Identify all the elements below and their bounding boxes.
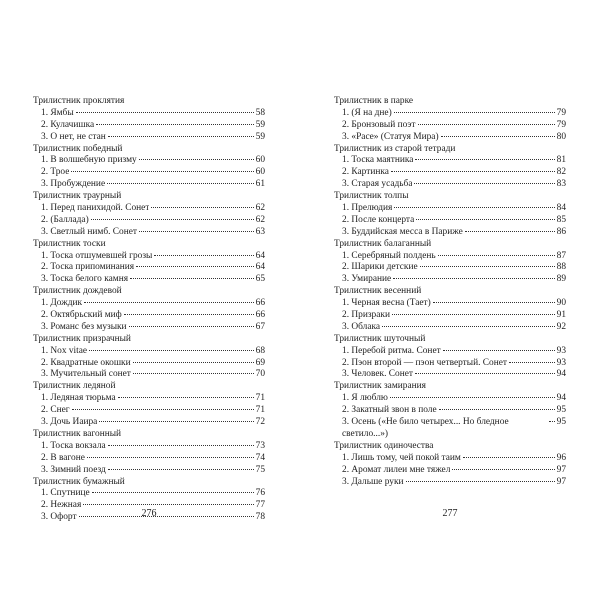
entry-title: 1. Тоска вокзала	[41, 440, 106, 451]
toc-entry	[33, 441, 265, 453]
toc-entry	[334, 322, 566, 334]
entry-page-number: 94	[556, 393, 566, 404]
entry-page-number: 88	[556, 262, 566, 273]
dot-leader	[108, 136, 254, 137]
entry-page-number: 64	[255, 250, 265, 261]
toc-entry	[33, 322, 265, 334]
dot-leader	[452, 469, 554, 470]
entry-title: 3. Дочь Иаира	[41, 417, 98, 428]
toc-section	[33, 429, 265, 477]
entry-page-number: 64	[255, 262, 265, 273]
entry-title: 3. Старая усадьба	[342, 179, 413, 190]
section-title: Трилистник призрачный	[33, 333, 131, 344]
dot-leader	[92, 492, 254, 493]
entry-page-number: 97	[556, 476, 566, 487]
section-title: Трилистник траурный	[33, 191, 122, 202]
dot-leader	[151, 207, 253, 208]
toc-entry	[334, 453, 566, 465]
toc-entry	[334, 203, 566, 215]
section-title: Трилистник ледяной	[33, 381, 116, 392]
toc-section	[334, 381, 566, 440]
dot-leader	[133, 362, 254, 363]
entry-page-number: 59	[255, 131, 265, 142]
entry-page-number: 66	[255, 310, 265, 321]
entry-page-number: 62	[255, 203, 265, 214]
section-title: Трилистник шуточный	[334, 333, 426, 344]
dot-leader	[107, 183, 254, 184]
entry-title: 1. Перебой ритма. Сонет	[342, 345, 441, 356]
dot-leader	[394, 112, 555, 113]
entry-page-number: 89	[556, 274, 566, 285]
entry-page-number: 67	[255, 321, 265, 332]
dot-leader	[139, 159, 254, 160]
entry-title: 3. Зимний поезд	[41, 464, 106, 475]
entry-title: 3. О нет, не стан	[41, 131, 106, 142]
entry-title: 2. Аромат лилеи мне тяжел	[342, 464, 451, 475]
entry-page-number: 94	[556, 369, 566, 380]
toc-section	[334, 239, 566, 287]
toc-list	[33, 96, 265, 524]
entry-page-number: 78	[255, 512, 265, 523]
left-page-number: 276	[141, 508, 157, 519]
toc-entry	[334, 369, 566, 381]
entry-title: 3. Романс без музыки	[41, 321, 127, 332]
entry-page-number: 71	[255, 393, 265, 404]
toc-entry	[334, 393, 566, 405]
toc-section	[33, 239, 265, 287]
toc-entry	[334, 310, 566, 322]
dot-leader	[108, 469, 254, 470]
entry-page-number: 71	[255, 405, 265, 416]
toc-entry	[334, 405, 566, 417]
toc-entry	[33, 274, 265, 286]
dot-leader	[438, 255, 555, 256]
toc-entry	[33, 417, 265, 429]
entry-page-number: 65	[255, 274, 265, 285]
toc-entry	[33, 108, 265, 120]
entry-page-number: 86	[556, 226, 566, 237]
toc-entry	[33, 203, 265, 215]
entry-title: 2. (Баллада)	[41, 214, 89, 225]
entry-page-number: 95	[556, 417, 566, 428]
entry-title: 2. Тоска припоминания	[41, 262, 135, 273]
entry-page-number: 69	[255, 357, 265, 368]
toc-entry	[334, 179, 566, 191]
entry-title: 3. Дальше руки	[342, 476, 404, 487]
dot-leader	[415, 373, 555, 374]
entry-title: 1. (Я на дне)	[342, 107, 392, 118]
entry-title: 3. Буддийская месса в Париже	[342, 226, 463, 237]
entry-title: 3. Тоска белого камня	[41, 274, 129, 285]
entry-page-number: 90	[556, 298, 566, 309]
section-title: Трилистник в парке	[334, 96, 414, 106]
dot-leader	[393, 278, 554, 279]
entry-page-number: 93	[556, 345, 566, 356]
entry-title: 2. Картинка	[342, 167, 389, 178]
toc-section	[334, 334, 566, 382]
toc-entry	[334, 227, 566, 239]
dot-leader	[394, 207, 554, 208]
entry-page-number: 81	[556, 155, 566, 166]
toc-entry	[33, 167, 265, 179]
entry-title: 2. Нежная	[41, 500, 82, 511]
entry-page-number: 75	[255, 464, 265, 475]
toc-entry	[334, 298, 566, 310]
entry-title: 2. Бронзовый поэт	[342, 119, 416, 130]
dot-leader	[91, 219, 254, 220]
entry-title: 2. После концерта	[342, 214, 415, 225]
entry-title: 1. В волшебную призму	[41, 155, 137, 166]
entry-title: 3. Пробуждение	[41, 179, 106, 190]
entry-title: 1. Ямбы	[41, 107, 74, 118]
section-title: Трилистник тоски	[33, 238, 106, 249]
dot-leader	[392, 314, 555, 315]
toc-section	[33, 286, 265, 334]
toc-list	[334, 96, 566, 488]
toc-entry	[334, 465, 566, 477]
entry-page-number: 80	[556, 131, 566, 142]
toc-section	[33, 381, 265, 429]
dot-leader	[549, 421, 555, 422]
dot-leader	[139, 231, 254, 232]
dot-leader	[443, 350, 555, 351]
toc-section	[334, 191, 566, 239]
dot-leader	[89, 350, 254, 351]
dot-leader	[463, 457, 555, 458]
dot-leader	[441, 136, 555, 137]
toc-section	[33, 191, 265, 239]
toc-section	[33, 334, 265, 382]
entry-title: 1. Прелюдия	[342, 203, 393, 214]
entry-page-number: 70	[255, 369, 265, 380]
toc-entry	[334, 215, 566, 227]
entry-page-number: 58	[255, 107, 265, 118]
entry-title: 1. Дождик	[41, 298, 83, 309]
toc-entry	[33, 405, 265, 417]
entry-title: 1. Серебряный полдень	[342, 250, 436, 261]
toc-entry	[33, 262, 265, 274]
right-page	[334, 96, 566, 488]
toc-entry	[33, 120, 265, 132]
entry-title: 2. Трое	[41, 167, 70, 178]
entry-page-number: 91	[556, 310, 566, 321]
entry-title: 2. Квадратные окошки	[41, 357, 131, 368]
entry-page-number: 77	[255, 500, 265, 511]
entry-title: 1. Черная весна (Тает)	[342, 298, 431, 309]
entry-page-number: 68	[255, 345, 265, 356]
entry-page-number: 82	[556, 167, 566, 178]
entry-page-number: 60	[255, 155, 265, 166]
dot-leader	[390, 397, 555, 398]
dot-leader	[108, 445, 254, 446]
dot-leader	[99, 421, 253, 422]
toc-entry	[334, 417, 566, 441]
toc-entry	[334, 167, 566, 179]
section-title: Трилистник балаганный	[334, 238, 432, 249]
dot-leader	[465, 231, 555, 232]
dot-leader	[509, 362, 555, 363]
entry-page-number: 74	[255, 452, 265, 463]
entry-page-number: 93	[556, 357, 566, 368]
dot-leader	[72, 409, 254, 410]
entry-title: 1. Перед панихидой. Сонет	[41, 203, 150, 214]
section-title: Трилистник дождевой	[33, 286, 122, 297]
section-title: Трилистник проклятия	[33, 96, 125, 106]
toc-section	[33, 144, 265, 192]
entry-title: 2. Закатный звон в поле	[342, 405, 437, 416]
entry-title: 3. Светлый нимб. Сонет	[41, 226, 138, 237]
entry-page-number: 59	[255, 119, 265, 130]
dot-leader	[406, 481, 555, 482]
toc-entry	[334, 108, 566, 120]
entry-page-number: 60	[255, 167, 265, 178]
dot-leader	[84, 302, 254, 303]
entry-title: 2. Кулачишка	[41, 119, 95, 130]
entry-page-number: 76	[255, 488, 265, 499]
dot-leader	[416, 219, 554, 220]
toc-entry	[334, 155, 566, 167]
entry-title: 2. Снег	[41, 405, 70, 416]
dot-leader	[382, 326, 555, 327]
entry-page-number: 66	[255, 298, 265, 309]
entry-title: 2. Октябрьский миф	[41, 310, 122, 321]
dot-leader	[83, 504, 253, 505]
section-title: Трилистник весенний	[334, 286, 422, 297]
dot-leader	[124, 314, 254, 315]
dot-leader	[129, 326, 254, 327]
toc-entry	[33, 251, 265, 263]
dot-leader	[391, 171, 555, 172]
toc-entry	[334, 262, 566, 274]
entry-page-number: 79	[556, 107, 566, 118]
dot-leader	[87, 457, 254, 458]
toc-entry	[33, 358, 265, 370]
toc-entry	[334, 358, 566, 370]
toc-entry	[33, 155, 265, 167]
entry-page-number: 62	[255, 214, 265, 225]
dot-leader	[136, 266, 254, 267]
entry-page-number: 79	[556, 119, 566, 130]
entry-page-number: 73	[255, 440, 265, 451]
toc-entry	[33, 346, 265, 358]
section-title: Трилистник бумажный	[33, 476, 125, 487]
dot-leader	[418, 124, 555, 125]
entry-title: 3. Мучительный сонет	[41, 369, 131, 380]
entry-title: 1. Спутнице	[41, 488, 90, 499]
entry-title: 1. Лишь тому, чей покой таим	[342, 452, 461, 463]
entry-page-number: 72	[255, 417, 265, 428]
entry-title: 2. В вагоне	[41, 452, 85, 463]
section-title: Трилистник толпы	[334, 191, 409, 202]
toc-section	[334, 286, 566, 334]
entry-title: 3. Офорт	[41, 512, 77, 523]
entry-page-number: 83	[556, 179, 566, 190]
section-title: Трилистник победный	[33, 143, 123, 154]
entry-page-number: 63	[255, 226, 265, 237]
toc-section	[334, 441, 566, 489]
entry-title: 1. Тоска отшумевшей грозы	[41, 250, 153, 261]
entry-page-number: 61	[255, 179, 265, 190]
dot-leader	[420, 266, 555, 267]
toc-entry	[334, 120, 566, 132]
dot-leader	[414, 183, 554, 184]
toc-section	[334, 96, 566, 144]
entry-title: 3. Умирание	[342, 274, 392, 285]
entry-title: 2. Шарики детские	[342, 262, 418, 273]
entry-page-number: 87	[556, 250, 566, 261]
entry-title: 1. Тоска маятника	[342, 155, 414, 166]
entry-title: 3. Осень («Не било четырех... Но бледное светило...»)	[342, 417, 509, 439]
entry-title: 2. Призраки	[342, 310, 390, 321]
dot-leader	[118, 397, 254, 398]
entry-page-number: 95	[556, 405, 566, 416]
entry-page-number: 92	[556, 321, 566, 332]
toc-entry	[334, 132, 566, 144]
dot-leader	[439, 409, 555, 410]
toc-entry	[334, 251, 566, 263]
toc-section	[334, 144, 566, 192]
dot-leader	[415, 159, 554, 160]
entry-title: 1. Ледяная тюрьма	[41, 393, 116, 404]
toc-entry	[33, 453, 265, 465]
entry-page-number: 97	[556, 464, 566, 475]
section-title: Трилистник замирания	[334, 381, 426, 392]
dot-leader	[71, 171, 253, 172]
entry-title: 3. Облака	[342, 321, 381, 332]
entry-title: 1. Я люблю	[342, 393, 388, 404]
dot-leader	[76, 112, 254, 113]
dot-leader	[133, 373, 254, 374]
toc-entry	[33, 298, 265, 310]
entry-title: 3. «Pace» (Статуя Мира)	[342, 131, 439, 142]
toc-entry	[33, 132, 265, 144]
toc-entry	[33, 488, 265, 500]
dot-leader	[154, 255, 253, 256]
toc-entry	[33, 393, 265, 405]
dot-leader	[130, 278, 254, 279]
toc-entry	[33, 310, 265, 322]
entry-title: 3. Человек. Сонет	[342, 369, 413, 380]
toc-entry	[334, 477, 566, 489]
right-page-number: 277	[442, 508, 458, 519]
toc-section	[33, 96, 265, 144]
entry-page-number: 84	[556, 203, 566, 214]
toc-entry	[33, 465, 265, 477]
entry-title: 2. Пэон второй — пэон четвертый. Сонет	[342, 357, 508, 368]
toc-entry	[334, 346, 566, 358]
section-title: Трилистник из старой тетради	[334, 143, 456, 154]
entry-page-number: 85	[556, 214, 566, 225]
entry-page-number: 96	[556, 452, 566, 463]
dot-leader	[433, 302, 555, 303]
toc-entry	[33, 369, 265, 381]
dot-leader	[96, 124, 253, 125]
toc-entry	[33, 227, 265, 239]
toc-entry	[33, 215, 265, 227]
toc-entry	[334, 274, 566, 286]
section-title: Трилистник вагонный	[33, 428, 122, 439]
section-title: Трилистник одиночества	[334, 440, 434, 451]
left-page	[33, 96, 265, 524]
entry-title: 1. Nox vitae	[41, 345, 88, 356]
toc-entry	[33, 179, 265, 191]
